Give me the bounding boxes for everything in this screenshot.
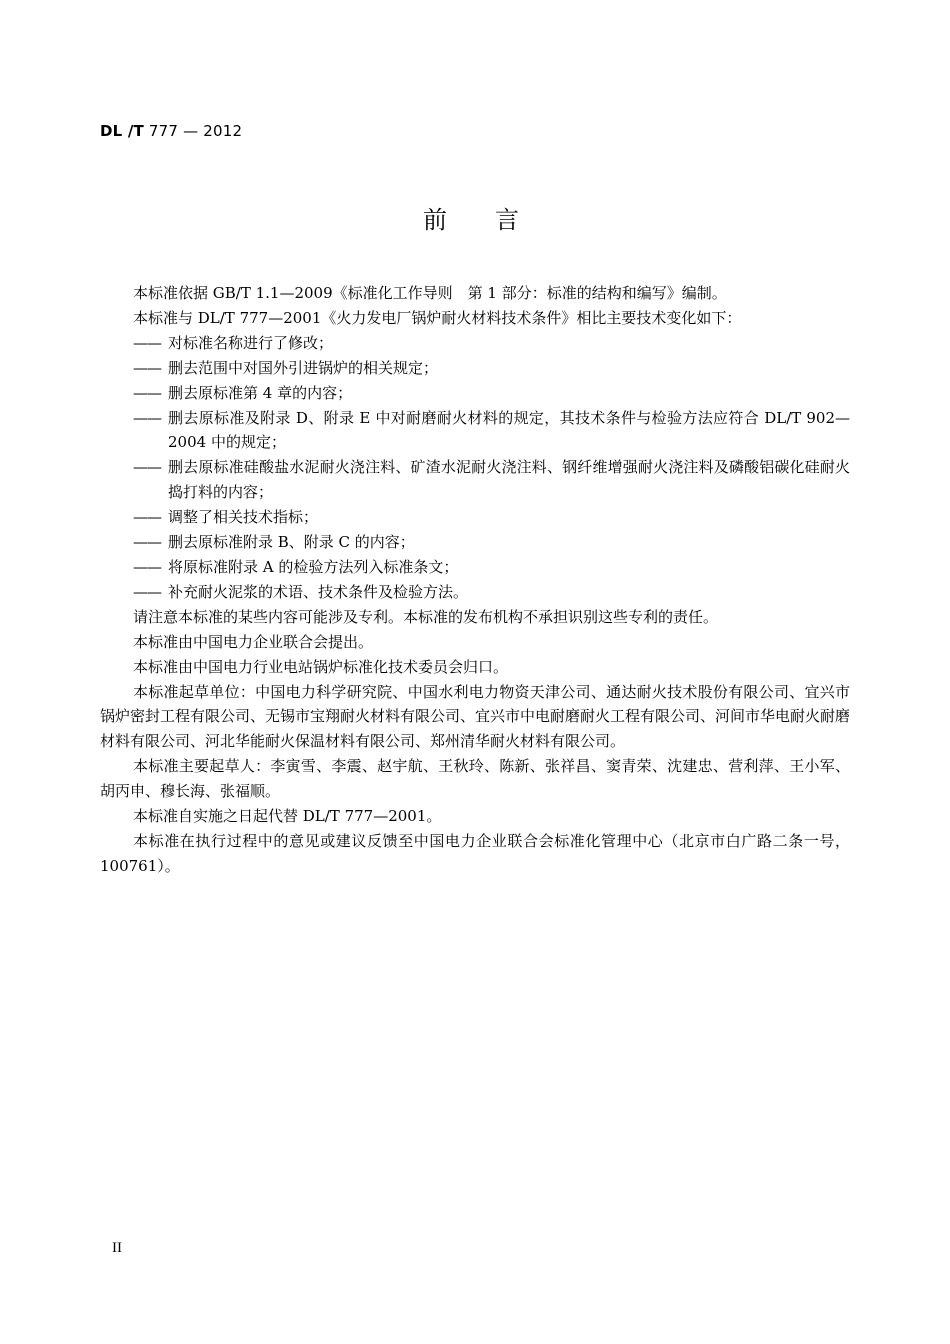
document-code-prefix: DL /T [100,122,144,140]
document-code [100,122,242,140]
dash-marker: —— [133,557,161,576]
paragraph-changes-intro: 本标准与 DL/T 777—2001《火力发电厂锅炉耐火材料技术条件》相比主要技术变化如下： [133,308,742,327]
paragraph-drafters: 本标准主要起草人：李寅雪、李震、赵宇航、王秋玲、陈新、张祥昌、窦青荣、沈建忠、营利萍、王小军、胡丙申、穆长海、张福顺。 [100,757,850,801]
change-item-text: 对标准名称进行了修改； [168,333,334,352]
change-item [100,406,850,456]
paragraph-patent-notice: 请注意本标准的某些内容可能涉及专利。本标准的发布机构不承担识别这些专利的责任。 [133,607,719,626]
change-item-text: 删去原标准第 4 章的内容； [168,383,353,402]
change-item [100,356,850,381]
change-item-text: 删去原标准及附录 D、附录 E 中对耐磨耐火材料的规定，其技术条件与检验方法应符合 DL/T 902—2004 中的规定； [168,408,850,452]
change-item [100,381,850,406]
page-number: II [112,1240,122,1256]
paragraph-basis: 本标准依据 GB/T 1.1—2009《标准化工作导则 第 1 部分：标准的结构和编写》编制。 [133,284,727,302]
change-item [100,331,850,356]
paragraph-proposer: 本标准由中国电力企业联合会提出。 [133,632,374,651]
change-item [100,505,850,530]
change-item-text: 删去范围中对国外引进锅炉的相关规定； [168,358,439,377]
change-item [100,530,850,555]
change-item [100,455,850,505]
paragraph-administrator: 本标准由中国电力行业电站锅炉标准化技术委员会归口。 [133,657,509,676]
change-item [100,555,850,580]
change-item-text: 将原标准附录 A 的检验方法列入标准条文； [168,557,459,576]
change-item [100,580,850,605]
dash-marker: —— [133,508,161,527]
dash-marker: —— [133,408,161,427]
dash-marker: —— [133,333,161,352]
change-item-text: 删去原标准附录 B、附录 C 的内容； [168,533,415,552]
change-item-text: 调整了相关技术指标； [168,508,319,527]
document-code-number: 777 — 2012 [143,122,243,140]
paragraph-drafting-units: 本标准起草单位：中国电力科学研究院、中国水利电力物资天津公司、通达耐火技术股份有限公司、宜兴市锅炉密封工程有限公司、无锡市宝翔耐火材料有限公司、宜兴市中电耐磨耐火工程有限公司、河间市华电耐火耐磨材料有限公司、河北华能耐火保温材料有限公司、郑州清华耐火材料有限公司。 [100,682,851,751]
dash-marker: —— [133,533,161,552]
paragraph-replacement: 本标准自实施之日起代替 DL/T 777—2001。 [133,807,442,826]
paragraph-feedback: 本标准在执行过程中的意见或建议反馈至中国电力企业联合会标准化管理中心（北京市白广路二条一号，100761）。 [100,831,850,875]
dash-marker: —— [133,458,161,477]
foreword-body [100,281,850,879]
dash-marker: —— [133,582,161,601]
dash-marker: —— [133,383,161,402]
change-item-text: 补充耐火泥浆的术语、技术条件及检验方法。 [168,582,469,601]
change-item-text: 删去原标准硅酸盐水泥耐火浇注料、矿渣水泥耐火浇注料、钢纤维增强耐火浇注料及磷酸铝碳化硅耐火捣打料的内容； [168,458,850,502]
dash-marker: —— [133,358,161,377]
page-title: 前言 [423,206,567,234]
